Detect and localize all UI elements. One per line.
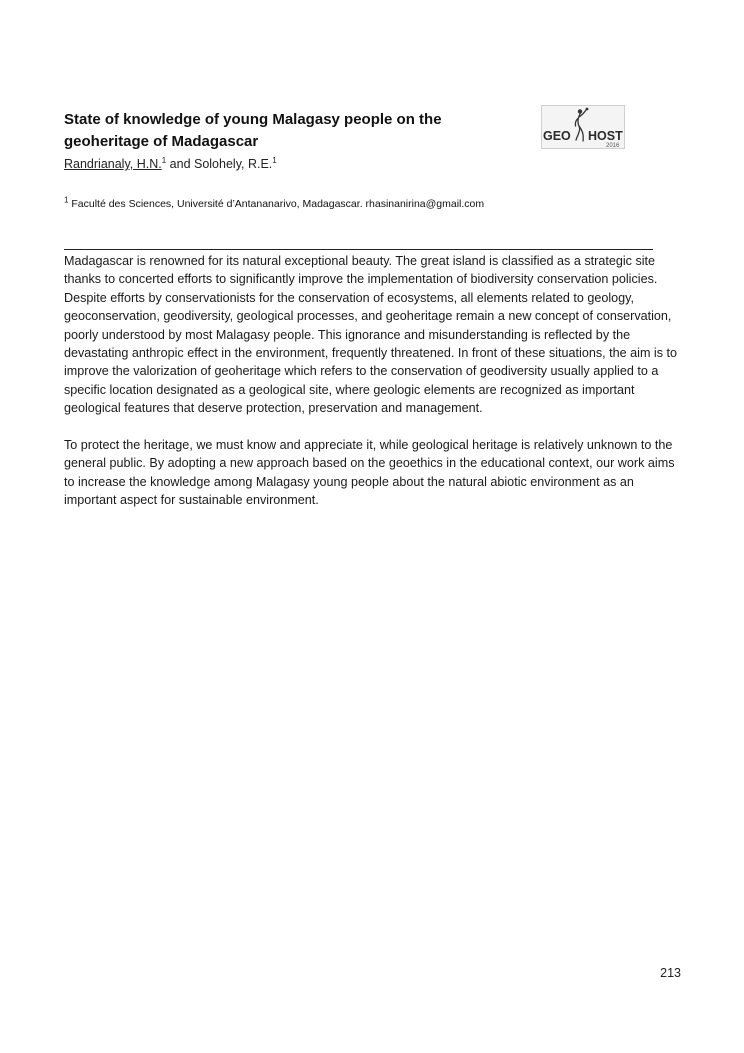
secondary-author: and Solohely, R.E. [166, 157, 273, 171]
author-line [64, 155, 277, 173]
affiliation-mark: 1 [64, 195, 69, 205]
geohost-logo [541, 105, 625, 149]
geohost-logo-graphic [542, 106, 624, 148]
logo-text-right: HOST [588, 129, 623, 143]
logo-text-left: GEO [543, 129, 571, 143]
primary-author-affiliation-mark: 1 [161, 155, 167, 165]
primary-author: Randrianaly, H.N. [64, 157, 162, 171]
paper-title: State of knowledge of young Malagasy people on the geoheritage of Madagascar [64, 111, 442, 150]
affiliation-text: Faculté des Sciences, Université d’Antananarivo, Madagascar. rhasinanirina@gmail.com [68, 198, 485, 210]
page-number: 213 [660, 966, 681, 980]
abstract-paragraph-1: Madagascar is renowned for its natural exceptional beauty. The great island is classified as a strategic site thanks to concerted efforts to significantly improve the implementation of biodiversity conservation policies. Despite efforts by conservationists for the conservation of ecosystems, all elements related to geology, geoconservation, geodiversity, geological processes, and geoheritage remain a new concept of conservation, poorly understood by most Malagasy people. This ignorance and misunderstanding is reflected by the devastating anthropic effect in the environment, frequently threatened. In front of these situations, the aim is to improve the valorization of geoheritage which refers to the conservation of geodiversity usually applied to a specific location designated as a geological site, where geologic elements are recognized as important geological features that deserve protection, preservation and management. [64, 254, 678, 416]
logo-year: 2016 [606, 143, 620, 148]
secondary-author-affiliation-mark: 1 [272, 155, 277, 165]
affiliation [64, 196, 484, 212]
section-divider [64, 249, 653, 250]
abstract-body [64, 252, 680, 528]
abstract-paragraph-2: To protect the heritage, we must know and appreciate it, while geological heritage is relatively unknown to the general public. By adopting a new approach based on the geoethics in the educational context, our work aims to increase the knowledge among Malagasy young people about the natural abiotic environment as an important aspect for sustainable environment. [64, 438, 675, 508]
